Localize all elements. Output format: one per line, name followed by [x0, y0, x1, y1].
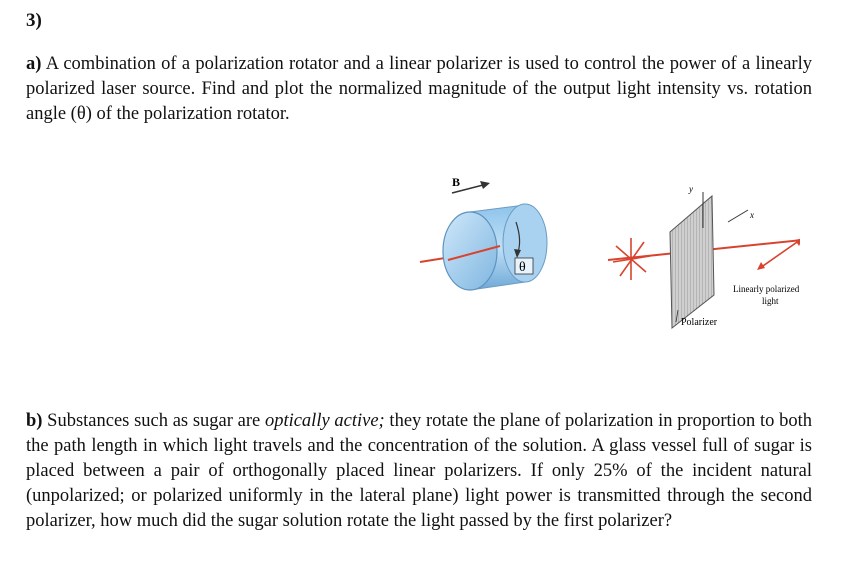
part-a-text: A combination of a polarization rotator and a linear polarizer is used to control the power of a linearly polarized laser source. Find and plot the normalized magnitude of the output light intensity vs. rotation angle (θ) of the polarization rotator. [26, 54, 812, 124]
rotator-polarizer-figure [400, 168, 800, 338]
theta-label: θ [519, 260, 526, 275]
part-b-label: b) [26, 411, 43, 431]
part-b-text-2: they rotate the plane of polarization in proportion to both the path length in which light travels and the concentration of the solution. A glass vessel full of sugar is placed between a pair of orthogonally placed linear polarizers. If only 25% of the incident natural (unpolarized; or polarized uniformly in the lateral plane) light power is transmitted through the second polarizer, how much did the sugar solution rotate the light passed by the first polarizer? [26, 411, 813, 531]
part-b-text-italic: optically active; [264, 411, 385, 431]
polarization-rotator [443, 204, 547, 290]
question-number: 3) [26, 10, 42, 31]
part-b-text-1: Substances such as sugar are [47, 411, 265, 431]
x-axis-label: x [750, 210, 754, 220]
x-axis-line [728, 210, 748, 222]
y-axis-label: y [689, 184, 693, 194]
part-a-label: a) [26, 54, 42, 74]
part-b-paragraph [26, 409, 812, 534]
b-field-label: B [452, 175, 461, 189]
part-a-paragraph [26, 52, 812, 127]
output-label-line2: light [762, 296, 779, 306]
output-label-line1: Linearly polarized [733, 284, 800, 294]
polarizer-label: Polarizer [681, 317, 718, 328]
polarizer-plate [670, 196, 714, 328]
